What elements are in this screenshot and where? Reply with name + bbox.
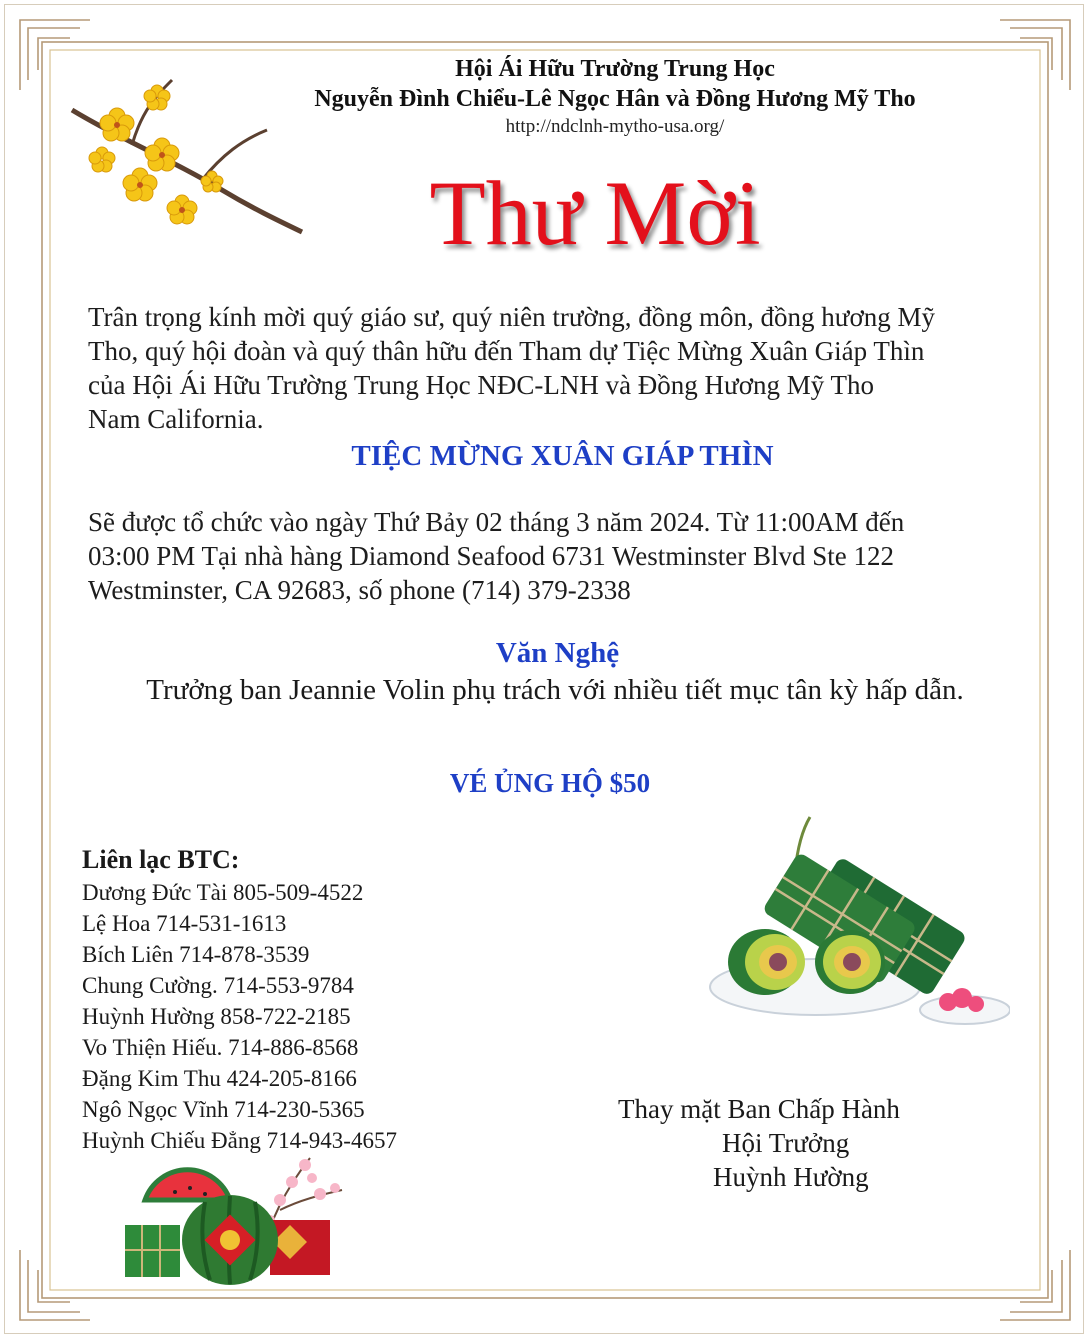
contact-name: Lệ Hoa <box>82 911 151 936</box>
contact-row <box>82 877 397 908</box>
contact-row <box>82 908 397 939</box>
invitation-line: của Hội Ái Hữu Trường Trung Học NĐC-LNH và Đồng Hương Mỹ Tho <box>88 370 874 400</box>
org-name-line2: Nguyễn Đình Chiểu-Lê Ngọc Hân và Đồng Hương Mỹ Tho <box>314 86 916 112</box>
contact-row <box>82 1032 397 1063</box>
contact-name: Dương Đức Tài <box>82 880 228 905</box>
program-text: Trưởng ban Jeannie Volin phụ trách với nhiều tiết mục tân kỳ hấp dẫn. <box>146 674 964 706</box>
contacts-title: Liên lạc BTC: <box>82 845 240 874</box>
contacts-list <box>82 877 397 1156</box>
contact-phone: 805-509-4522 <box>233 880 364 905</box>
event-heading: TIỆC MỪNG XUÂN GIÁP THÌN <box>351 440 774 472</box>
contact-name: Ngô Ngọc Vĩnh <box>82 1097 229 1122</box>
ticket-price: VÉ ỦNG HỘ $50 <box>449 768 651 798</box>
watermelon-gift-icon <box>120 1150 350 1290</box>
event-line: Sẽ được tổ chức vào ngày Thứ Bảy 02 tháng 3 năm 2024. Từ 11:00AM đến <box>88 507 905 537</box>
signature-name: Huỳnh Hường <box>713 1162 869 1192</box>
contact-name: Huỳnh Hường <box>82 1004 215 1029</box>
contact-phone: 714-943-4657 <box>266 1128 397 1153</box>
signature-line1: Thay mặt Ban Chấp Hành <box>618 1094 900 1124</box>
website-url[interactable]: http://ndclnh-mytho-usa.org/ <box>505 116 725 137</box>
contact-row <box>82 939 397 970</box>
org-name-line1: Hội Ái Hữu Trường Trung Học <box>455 56 775 82</box>
banh-chung-icon <box>700 812 1010 1037</box>
contact-phone: 714-531-1613 <box>156 911 287 936</box>
contact-row <box>82 970 397 1001</box>
invitation-paragraph <box>88 300 1028 436</box>
contact-name: Huỳnh Chiếu Đẳng <box>82 1128 261 1153</box>
program-heading: Văn Nghệ <box>495 637 620 669</box>
contact-phone: 714-878-3539 <box>179 942 310 967</box>
contact-name: Vo Thiện Hiếu. <box>82 1035 223 1060</box>
invitation-title: Thư Mời <box>429 162 761 264</box>
contact-row <box>82 1063 397 1094</box>
contact-phone: 714-553-9784 <box>223 973 354 998</box>
contact-row <box>82 1001 397 1032</box>
event-line: 03:00 PM Tại nhà hàng Diamond Seafood 6731 Westminster Blvd Ste 122 <box>88 541 895 571</box>
contact-name: Chung Cường. <box>82 973 218 998</box>
invitation-line: Nam California. <box>88 404 264 434</box>
event-line: Westminster, CA 92683, số phone (714) 379-2338 <box>88 575 631 605</box>
invitation-line: Trân trọng kính mời quý giáo sư, quý niên trường, đồng môn, đồng hương Mỹ <box>88 302 935 332</box>
contact-name: Bích Liên <box>82 942 174 967</box>
contact-name: Đặng Kim Thu <box>82 1066 221 1091</box>
contact-row <box>82 1094 397 1125</box>
invitation-line: Tho, quý hội đoàn và quý thân hữu đến Tham dự Tiệc Mừng Xuân Giáp Thìn <box>88 336 925 366</box>
contact-phone: 424-205-8166 <box>226 1066 357 1091</box>
contact-phone: 714-230-5365 <box>234 1097 365 1122</box>
event-details <box>88 505 1028 607</box>
contact-phone: 714-886-8568 <box>228 1035 359 1060</box>
contact-phone: 858-722-2185 <box>220 1004 351 1029</box>
signature-line2: Hội Trưởng <box>722 1128 850 1158</box>
